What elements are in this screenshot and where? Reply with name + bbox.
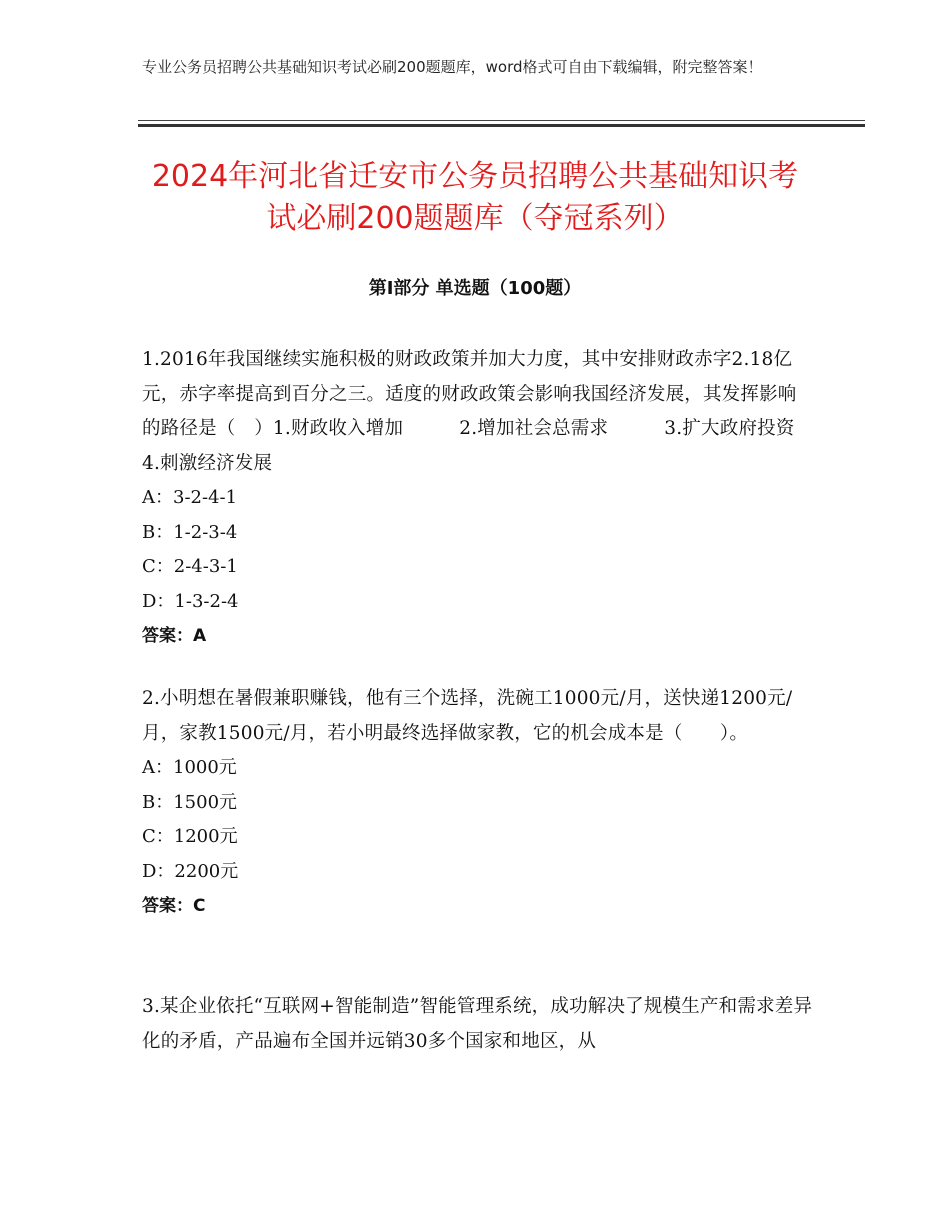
question-3 bbox=[142, 990, 814, 1059]
header-note: 专业公务员招聘公共基础知识考试必刷200题题库，word格式可自由下载编辑，附完整答案！ bbox=[142, 58, 763, 76]
question-stem: 3.某企业依托“互联网+智能制造”智能管理系统，成功解决了规模生产和需求差异化的矛盾，产品遍布全国并远销30多个国家和地区，从 bbox=[142, 996, 813, 1052]
option-d: D：2200元 bbox=[142, 860, 239, 882]
option-b: B：1500元 bbox=[142, 791, 238, 813]
option-d: D：1-3-2-4 bbox=[142, 590, 239, 612]
section-title: 第I部分 单选题（100题） bbox=[368, 278, 582, 299]
answer-label: 答案：C bbox=[142, 896, 206, 916]
question-2 bbox=[142, 682, 814, 924]
question-stem: 2.小明想在暑假兼职赚钱，他有三个选择，洗碗工1000元/月，送快递1200元/月，家教1500元/月，若小明最终选择做家教，它的机会成本是（ ）。 bbox=[142, 688, 793, 744]
option-list bbox=[142, 481, 814, 619]
header-divider-thin bbox=[138, 120, 865, 121]
option-a: A：3-2-4-1 bbox=[142, 487, 238, 508]
option-list bbox=[142, 751, 814, 889]
answer-label: 答案：A bbox=[142, 626, 207, 646]
header-divider-thick bbox=[138, 124, 865, 127]
question-1 bbox=[142, 343, 851, 654]
document-title: 2024年河北省迁安市公务员招聘公共基础知识考试必刷200题题库（夺冠系列） bbox=[151, 159, 799, 236]
option-c: C：1200元 bbox=[142, 826, 238, 847]
question-stem: 1.2016年我国继续实施积极的财政政策并加大力度，其中安排财政赤字2.18亿元，赤字率提高到百分之三。适度的财政政策会影响我国经济发展，其发挥影响的路径是（ ）1.财政收入增加 2.增加社会总需求 3.扩大政府投资 4.刺激经济发展 bbox=[142, 349, 851, 474]
option-b: B：1-2-3-4 bbox=[142, 521, 238, 543]
option-c: C：2-4-3-1 bbox=[142, 556, 238, 577]
option-a: A：1000元 bbox=[142, 757, 237, 778]
